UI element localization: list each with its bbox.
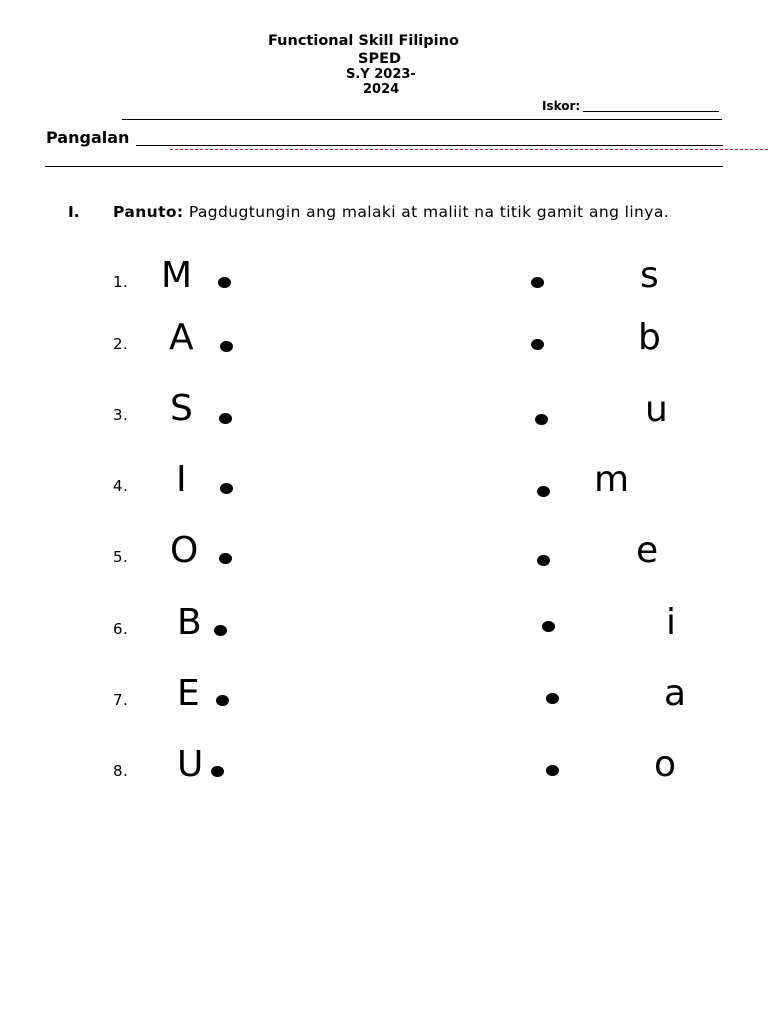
score-label: Iskor: [542,99,581,113]
right-dot[interactable] [535,414,548,425]
school-year-label: S.Y 2023- [346,67,416,82]
lowercase-letter: e [636,530,659,571]
uppercase-letter: M [161,255,193,296]
item-number: 5. [113,548,129,566]
item-number: 3. [113,406,129,424]
item-number: 7. [113,691,129,709]
lowercase-letter: s [640,255,659,296]
score-blank-line[interactable] [583,111,719,112]
right-dot[interactable] [537,555,550,566]
left-dot[interactable] [216,695,229,706]
item-number: 6. [113,620,129,638]
lowercase-letter: b [638,317,661,358]
lowercase-letter: a [664,673,687,714]
left-dot[interactable] [218,277,231,288]
left-dot[interactable] [219,413,232,424]
lowercase-letter: m [594,459,630,500]
lowercase-letter: u [645,389,668,430]
instruction [113,203,713,221]
left-dot[interactable] [220,483,233,494]
name-label: Pangalan [46,128,130,147]
left-dot[interactable] [220,341,233,352]
left-dot[interactable] [214,625,227,636]
right-dot[interactable] [546,765,559,776]
worksheet-program: SPED [358,51,402,67]
instruction-text: Pagdugtungin ang malaki at maliit na titik gamit ang linya. [183,203,670,221]
uppercase-letter: S [170,388,193,429]
name-blank-line[interactable] [136,145,723,146]
lowercase-letter: i [666,602,677,643]
uppercase-letter: O [170,530,199,571]
instruction-label: Panuto: [113,203,184,221]
right-dot[interactable] [542,621,555,632]
section-number: I. [68,203,80,221]
item-number: 1. [113,273,129,291]
uppercase-letter: A [169,317,194,358]
uppercase-letter: I [176,459,187,500]
right-dot[interactable] [537,486,550,497]
header-bottom-divider [45,166,723,167]
left-dot[interactable] [219,553,232,564]
left-dot[interactable] [211,766,224,777]
right-dot[interactable] [531,339,544,350]
item-number: 8. [113,762,129,780]
item-number: 2. [113,335,129,353]
right-dot[interactable] [531,277,544,288]
worksheet-title: Functional Skill Filipino [268,33,459,49]
spellcheck-underline [170,149,768,150]
right-dot[interactable] [546,693,559,704]
uppercase-letter: B [177,602,202,643]
school-year-end: 2024 [363,82,400,97]
lowercase-letter: o [654,744,677,785]
uppercase-letter: E [177,673,200,714]
item-number: 4. [113,477,129,495]
uppercase-letter: U [177,744,204,785]
top-divider [122,119,722,120]
